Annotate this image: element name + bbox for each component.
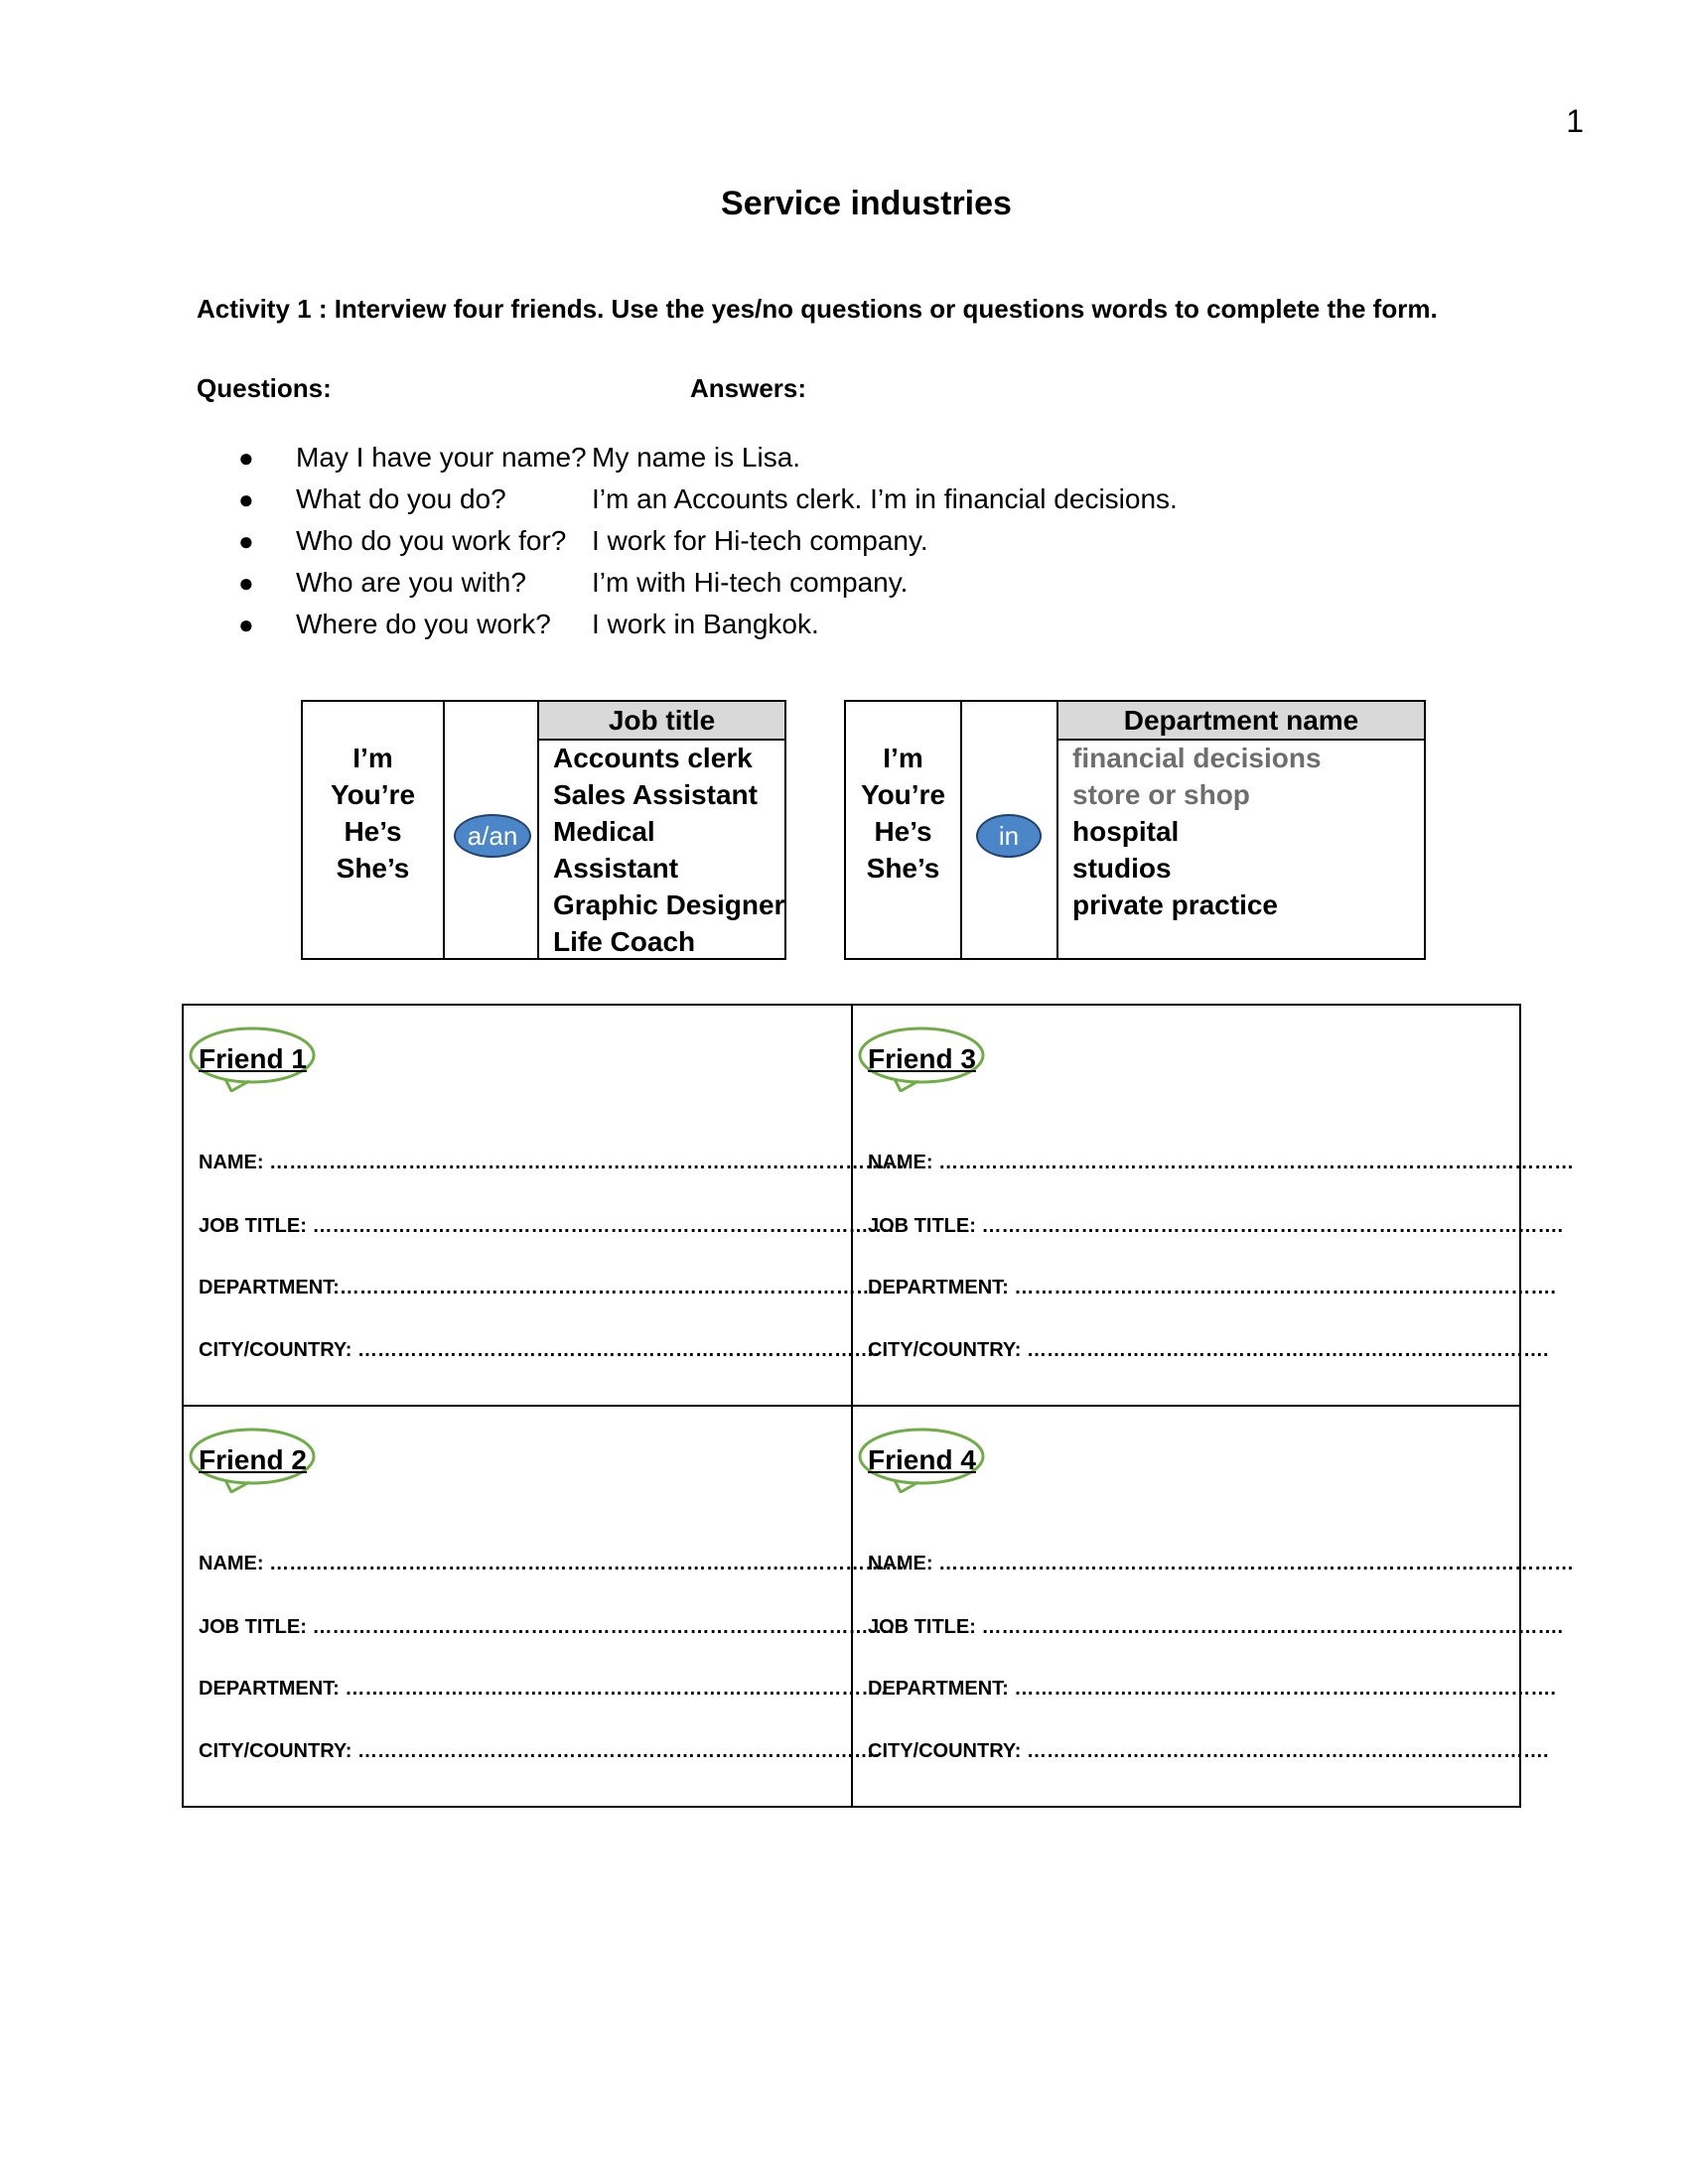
activity-instruction: Activity 1 : Interview four friends. Use the yes/no questions or questions words to complete the form. — [197, 294, 1438, 324]
pronoun: He’s — [874, 816, 932, 847]
job-title-item: Life Coach — [553, 926, 696, 957]
name-field[interactable]: NAME: …………………………………………………………………………………… — [868, 1152, 1575, 1173]
job-title-field[interactable]: JOB TITLE: ……………………………………………………………………………. — [868, 1215, 1563, 1237]
department-field[interactable]: DEPARTMENT: ………………………………………………………………………. — [199, 1678, 887, 1700]
job-title-column — [539, 702, 784, 958]
question-text: Who are you with? — [296, 567, 526, 598]
answer-text: My name is Lisa. — [592, 442, 801, 473]
article-badge: a/an — [454, 814, 531, 858]
friend-card-4 — [853, 1407, 1575, 1806]
department-item: store or shop — [1072, 779, 1250, 810]
bullet-icon: ● — [238, 526, 254, 556]
page-number: 1 — [1566, 103, 1584, 139]
job-title-field[interactable]: JOB TITLE: ……………………………………………………………………………. — [199, 1616, 894, 1638]
job-title-item: Graphic Designer — [553, 889, 785, 920]
pronoun: She’s — [866, 853, 940, 884]
friends-form-grid — [182, 1004, 1575, 1808]
questions-heading: Questions: — [197, 373, 332, 403]
name-field[interactable]: NAME: …………………………………………………………………………………… — [199, 1553, 906, 1574]
job-title-item: Medical — [553, 816, 655, 847]
job-title-item: Accounts clerk — [553, 743, 753, 773]
pronoun-column — [303, 702, 445, 958]
pronoun-column — [846, 702, 962, 958]
pronoun: You’re — [860, 779, 946, 810]
question-text: May I have your name? — [296, 442, 587, 473]
job-title-header: Job title — [539, 702, 784, 741]
article-column — [445, 702, 539, 958]
job-title-field[interactable]: JOB TITLE: ……………………………………………………………………………. — [868, 1616, 1563, 1638]
name-field[interactable]: NAME: …………………………………………………………………………………… — [199, 1152, 906, 1173]
preposition-badge: in — [976, 814, 1042, 858]
question-text: What do you do? — [296, 483, 506, 514]
bullet-icon: ● — [238, 484, 254, 514]
department-item: financial decisions — [1072, 743, 1322, 773]
pronoun: You’re — [330, 779, 416, 810]
name-field[interactable]: NAME: …………………………………………………………………………………… — [868, 1553, 1575, 1574]
answer-text: I work in Bangkok. — [592, 609, 819, 639]
city-country-field[interactable]: CITY/COUNTRY: ……………………………………………………………………. — [868, 1339, 1549, 1361]
preposition-column — [962, 702, 1058, 958]
pronoun: I’m — [352, 743, 393, 773]
department-field[interactable]: DEPARTMENT:………………………………………………………………………. — [199, 1277, 882, 1298]
department-field[interactable]: DEPARTMENT: ………………………………………………………………………. — [868, 1277, 1556, 1298]
bullet-icon: ● — [238, 610, 254, 639]
department-item: hospital — [1072, 816, 1180, 847]
question-text: Where do you work? — [296, 609, 551, 639]
department-item: private practice — [1072, 889, 1278, 920]
job-title-item: Assistant — [553, 853, 679, 884]
answers-heading: Answers: — [690, 373, 807, 403]
department-item: studios — [1072, 853, 1172, 884]
pronoun: He’s — [344, 816, 402, 847]
job-title-table — [301, 700, 786, 960]
friend-label: Friend 2 — [199, 1444, 307, 1475]
friend-card-2 — [184, 1407, 906, 1806]
answer-text: I work for Hi-tech company. — [592, 525, 928, 556]
bullet-icon: ● — [238, 568, 254, 598]
department-column — [1058, 702, 1424, 958]
job-title-field[interactable]: JOB TITLE: ……………………………………………………………………………. — [199, 1215, 894, 1237]
bullet-icon: ● — [238, 443, 254, 473]
department-field[interactable]: DEPARTMENT: ………………………………………………………………………. — [868, 1678, 1556, 1700]
friend-label: Friend 4 — [868, 1444, 976, 1475]
friend-label: Friend 1 — [199, 1043, 307, 1074]
answer-text: I’m an Accounts clerk. I’m in financial decisions. — [592, 483, 1178, 514]
friend-card-3 — [853, 1006, 1575, 1405]
job-title-item: Sales Assistant — [553, 779, 758, 810]
pronoun: She’s — [336, 853, 410, 884]
city-country-field[interactable]: CITY/COUNTRY: ……………………………………………………………………. — [868, 1740, 1549, 1762]
city-country-field[interactable]: CITY/COUNTRY: ……………………………………………………………………. — [199, 1339, 880, 1361]
city-country-field[interactable]: CITY/COUNTRY: ……………………………………………………………………. — [199, 1740, 880, 1762]
friend-label: Friend 3 — [868, 1043, 976, 1074]
friend-card-1 — [184, 1006, 906, 1405]
pronoun: I’m — [883, 743, 923, 773]
department-header: Department name — [1058, 702, 1424, 741]
department-table — [844, 700, 1426, 960]
page-title: Service industries — [721, 185, 1012, 222]
question-text: Who do you work for? — [296, 525, 567, 556]
answer-text: I’m with Hi-tech company. — [592, 567, 909, 598]
